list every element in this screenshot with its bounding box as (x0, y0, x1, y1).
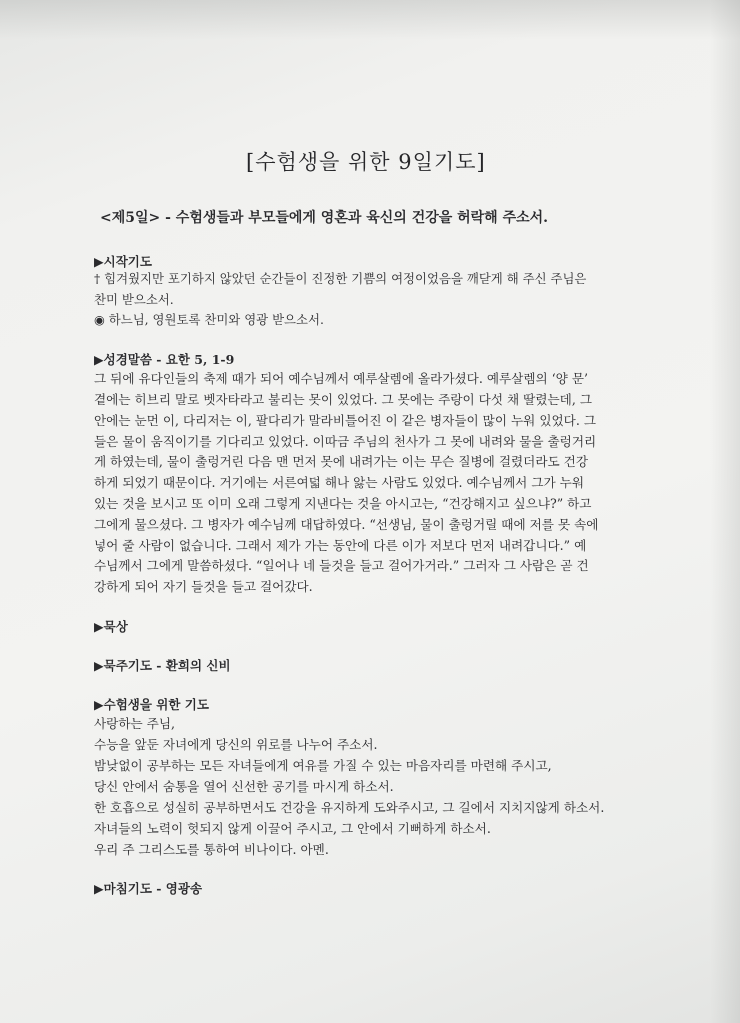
document-title: [수험생을 위한 9일기도] (246, 150, 486, 174)
scripture-line: 그에게 물으셨다. 그 병자가 예수님께 대답하였다. “선생님, 물이 출렁거릴 때에 저를 못 속에 (94, 517, 599, 532)
scripture-heading: ▶성경말씀 - 요한 5, 1-9 (94, 352, 235, 367)
student-prayer-line: 한 호흡으로 성실히 공부하면서도 건강을 유지하게 도와주시고, 그 길에서 지치지않게 하소서. (94, 800, 605, 815)
page-shadow-right (710, 0, 740, 1023)
scripture-line: 강하게 되어 자기 들것을 들고 걸어갔다. (94, 579, 313, 594)
rosary-heading: ▶묵주기도 - 환희의 신비 (94, 658, 231, 673)
scripture-line: 그 뒤에 유다인들의 축제 때가 되어 예수님께서 예루살렘에 올라가셨다. 예루살렘의 ‘양 문’ (94, 371, 589, 386)
scripture-line: 하게 되었기 때문이다. 거기에는 서른여덟 해나 앓는 사람도 있었다. 예수님께서 그가 누워 (94, 475, 585, 490)
opening-prayer-line: ◉ 하느님, 영원토록 찬미와 영광 받으소서. (94, 312, 324, 327)
student-prayer-line: 수능을 앞둔 자녀에게 당신의 위로를 나누어 주소서. (94, 737, 378, 752)
student-prayer-line: 우리 주 그리스도를 통하여 비나이다. 아멘. (94, 842, 329, 857)
student-prayer-line: 사랑하는 주님, (94, 716, 175, 731)
scripture-line: 수님께서 그에게 말씀하셨다. “일어나 네 들것을 들고 걸어가거라.” 그러자 그 사람은 곧 건 (94, 558, 589, 573)
opening-prayer-line: 찬미 받으소서. (94, 292, 174, 307)
student-prayer-line: 당신 안에서 숨통을 열어 신선한 공기를 마시게 하소서. (94, 779, 394, 794)
scripture-line: 안에는 눈먼 이, 다리저는 이, 팔다리가 말라비틀어진 이 같은 병자들이 많이 누워 있었다. 그 (94, 413, 597, 428)
student-prayer-line: 자녀들의 노력이 헛되지 않게 이끌어 주시고, 그 안에서 기뻐하게 하소서. (94, 821, 491, 836)
student-prayer-heading: ▶수험생을 위한 기도 (94, 697, 209, 712)
meditation-heading: ▶묵상 (94, 619, 128, 634)
opening-prayer-line: † 힘겨웠지만 포기하지 않았던 순간들이 진정한 기쁨의 여정이었음을 깨닫게 해 주신 주님은 (94, 271, 587, 286)
opening-prayer-heading: ▶시작기도 (94, 254, 152, 269)
scripture-line: 곁에는 히브리 말로 벳자타라고 불리는 못이 있었다. 그 못에는 주랑이 다섯 채 딸렸는데, 그 (94, 392, 593, 407)
document-subtitle: <제5일> - 수험생들과 부모들에게 영혼과 육신의 건강을 허락해 주소서. (100, 210, 549, 226)
scripture-line: 들은 물이 움직이기를 기다리고 있었다. 이따금 주님의 천사가 그 못에 내려와 물을 출렁거리 (94, 434, 597, 449)
closing-prayer-heading: ▶마침기도 - 영광송 (94, 881, 203, 896)
page-shadow-top (0, 0, 740, 40)
student-prayer-line: 밤낮없이 공부하는 모든 자녀들에게 여유를 가질 수 있는 마음자리를 마련해 주시고, (94, 758, 552, 773)
scripture-line: 있는 것을 보시고 또 이미 오래 그렇게 지낸다는 것을 아시고는, “건강해지고 싶으냐?” 하고 (94, 496, 592, 511)
scripture-line: 넣어 줄 사람이 없습니다. 그래서 제가 가는 동안에 다른 이가 저보다 먼저 내려갑니다.” 예 (94, 538, 587, 553)
scripture-line: 게 하였는데, 물이 출렁거린 다음 맨 먼저 못에 내려가는 이는 무슨 질병에 걸렸더라도 건강 (94, 454, 589, 469)
